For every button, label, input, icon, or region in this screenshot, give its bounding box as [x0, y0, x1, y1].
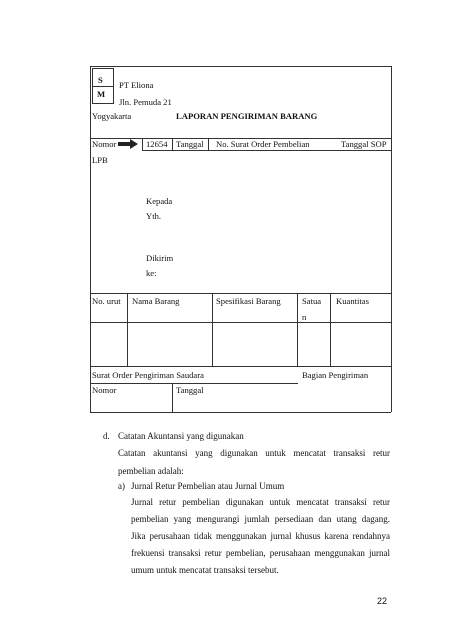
form-title: LAPORAN PENGIRIMAN BARANG: [176, 111, 318, 121]
nomor-label: Nomor: [92, 139, 117, 149]
company-name: PT Eliona: [119, 80, 154, 90]
item-line-1: Jurnal retur pembelian digunakan untuk mencatat transaksi retur: [131, 497, 390, 507]
header-satuan-line2: n: [302, 312, 307, 322]
dikirim-label: Dikirim: [146, 253, 174, 263]
tanggal-label: Tanggal: [176, 139, 204, 149]
bagian-pengiriman-label: Bagian Pengiriman: [302, 370, 369, 380]
footer-nomor-label: Nomor: [92, 385, 117, 395]
logo-letter-bottom: M: [97, 89, 106, 99]
header-no-urut: No. urut: [92, 296, 121, 306]
lpb-number: 12654: [146, 139, 168, 149]
item-title: Jurnal Retur Pembelian atau Jurnal Umum: [131, 481, 285, 491]
form-right-border: [391, 66, 392, 412]
items-col-1: [127, 293, 128, 366]
paragraph-line-1: Catatan akuntansi yang digunakan untuk mencatat transaksi retur: [118, 448, 390, 458]
items-table-bottom: [90, 366, 391, 367]
items-table-top: [90, 293, 391, 294]
so-number-label: No. Surat Order Pembelian: [216, 139, 310, 149]
company-city: Yogyakarta: [92, 111, 132, 121]
yth-label: Yth.: [146, 211, 162, 221]
logo-letter-top: S: [98, 75, 103, 85]
item-letter: a): [118, 481, 125, 491]
item-line-4: frekuensi transaksi retur pembelian, perusahaan menggunakan jurnal: [131, 548, 390, 558]
logo-divider: [92, 86, 113, 87]
kepada-label: Kepada: [146, 196, 173, 206]
item-line-3: Jika perusahaan tidak menggunakan jurnal khusus karena rendahnya: [131, 531, 390, 541]
section-heading: Catatan Akuntansi yang digunakan: [118, 431, 244, 441]
footer-row-divider: [90, 383, 298, 384]
ke-label: ke:: [146, 268, 157, 278]
paragraph-line-2: pembelian adalah:: [118, 466, 184, 476]
footer-tanggal-label: Tanggal: [176, 385, 204, 395]
header-spesifikasi: Spesifikasi Barang: [216, 296, 281, 306]
surat-order-label: Surat Order Pengiriman Saudara: [92, 370, 204, 380]
header-col-1: [142, 138, 143, 150]
items-table-header-bottom: [90, 322, 391, 323]
tanggal-sop-label: Tanggal SOP: [341, 139, 387, 149]
company-address: Jln. Pemuda 21: [119, 97, 172, 107]
right-arrow-icon: [117, 139, 139, 149]
form-top-border: [90, 66, 391, 67]
lpb-label: LPB: [92, 155, 108, 165]
page-number: 22: [377, 596, 388, 606]
item-line-2: pembelian yang mengurangi jumlah persediaan dan utang dagang.: [131, 514, 390, 524]
items-col-4: [330, 293, 331, 366]
header-col-3: [208, 138, 209, 150]
items-col-3: [297, 293, 298, 366]
header-kuantitas: Kuantitas: [336, 296, 369, 306]
section-letter: d.: [103, 431, 110, 441]
form-bottom-border: [90, 412, 391, 413]
items-col-2: [212, 293, 213, 366]
footer-col-divider: [172, 383, 173, 412]
item-line-5: umum untuk mencatat transaksi tersebut.: [131, 565, 279, 575]
header-satuan-line1: Satua: [302, 296, 322, 306]
header-col-2: [172, 138, 173, 150]
form-left-border: [90, 66, 91, 412]
header-nama-barang: Nama Barang: [132, 296, 180, 306]
header-row-bottom: [142, 150, 391, 151]
